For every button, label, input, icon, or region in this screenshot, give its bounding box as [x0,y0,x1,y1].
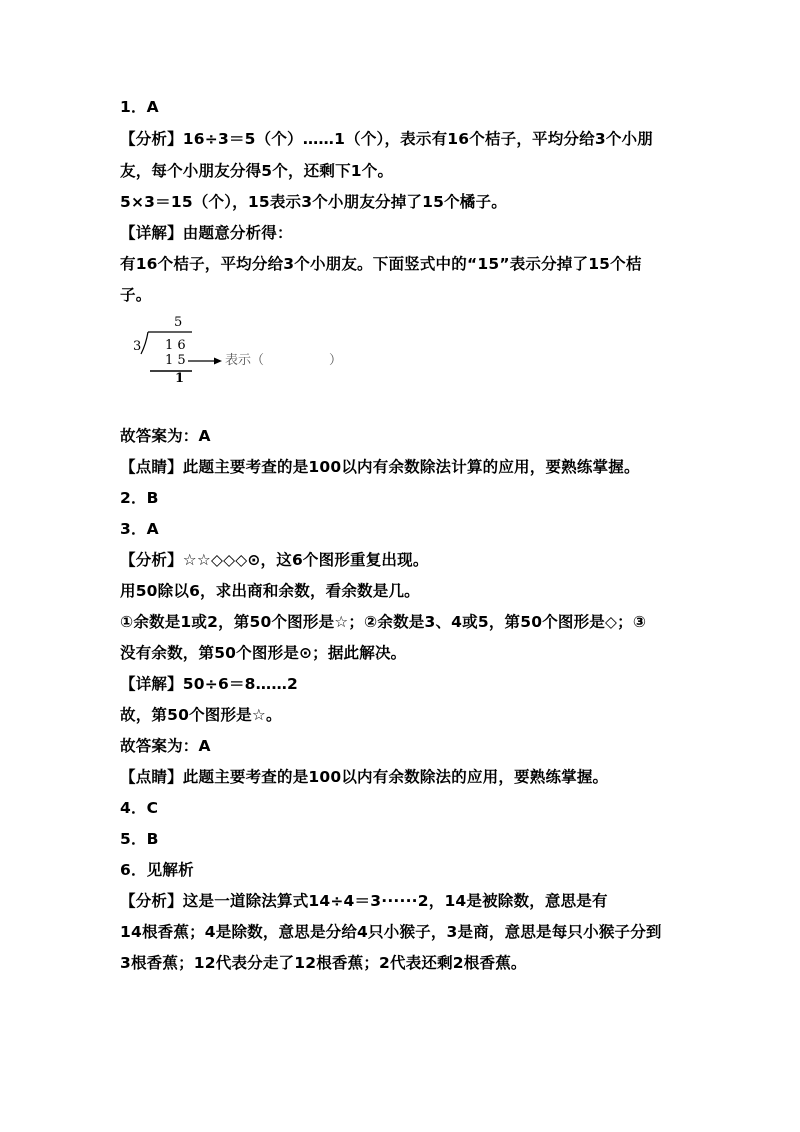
answer-2: 2．B [120,489,159,507]
division-divisor: 3 [133,339,142,354]
analysis-3-line-2: 用50除以6，求出商和余数，看余数是几。 [120,582,420,600]
detail-1-line-2: 子。 [120,286,152,304]
division-product: 1 5 [165,353,186,368]
analysis-3-line-4: 没有余数，第50个图形是⊙；据此解决。 [120,644,407,662]
answer-4: 4．C [120,799,159,817]
final-answer-3: 故答案为：A [120,737,211,755]
answer-1: 1．A [120,98,159,116]
detail-1-heading: 【详解】由题意分析得： [120,224,293,242]
analysis-3-line-1: 【分析】☆☆◇◇◇⊙，这6个图形重复出现。 [120,551,429,569]
analysis-1-line-1: 【分析】16÷3＝5（个）……1（个），表示有16个桔子，平均分给3个小朋 [120,130,653,148]
division-dividend: 1 6 [165,338,186,353]
answer-6: 6．见解析 [120,861,194,879]
analysis-1-line-2: 友，每个小朋友分得5个，还剩下1个。 [120,162,394,180]
arrow-head [214,358,222,365]
analysis-3-line-3: ①余数是1或2，第50个图形是☆；②余数是3、4或5，第50个图形是◇；③ [120,613,647,631]
long-division-diagram [130,314,370,386]
comment-1: 【点睛】此题主要考查的是100以内有余数除法计算的应用，要熟练掌握。 [120,458,640,476]
analysis-1-line-3: 5×3＝15（个），15表示3个小朋友分掉了15个橘子。 [120,193,507,211]
answer-3: 3．A [120,520,159,538]
division-remainder: 1 [175,371,185,386]
division-quotient: 5 [174,315,183,330]
analysis-6-line-3: 3根香蕉；12代表分走了12根香蕉；2代表还剩2根香蕉。 [120,954,527,972]
detail-3-line-2: 故，第50个图形是☆。 [120,706,282,724]
final-answer-1: 故答案为：A [120,427,211,445]
analysis-6-line-2: 14根香蕉；4是除数，意思是分给4只小猴子，3是商，意思是每只小猴子分到 [120,923,662,941]
comment-3: 【点睛】此题主要考查的是100以内有余数除法的应用，要熟练掌握。 [120,768,609,786]
arrow-label: 表示（ ） [225,353,343,368]
detail-1-line-1: 有16个桔子，平均分给3个小朋友。下面竖式中的“15”表示分掉了15个桔 [120,255,642,273]
detail-3-line-1: 【详解】50÷6＝8……2 [120,675,299,693]
analysis-6-line-1: 【分析】这是一道除法算式14÷4＝3······2，14是被除数，意思是有 [120,892,608,910]
answer-5: 5．B [120,830,159,848]
